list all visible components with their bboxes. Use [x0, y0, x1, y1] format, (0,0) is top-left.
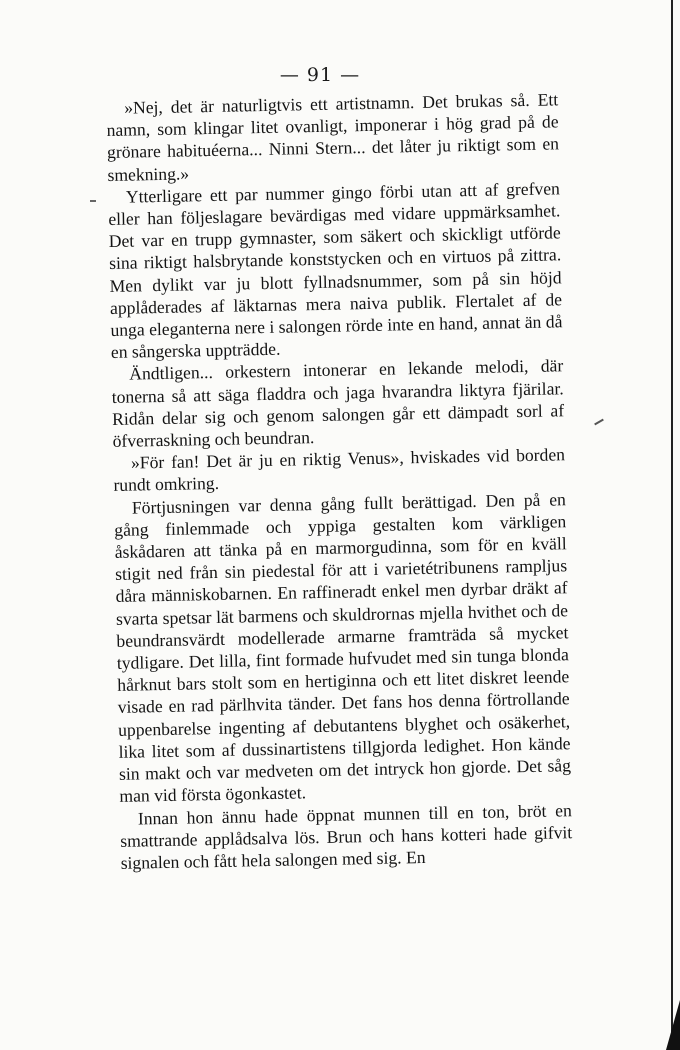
paragraph: Ändtligen... orkestern intonerar en lekande melodi, där tonerna så att säga fladdra och jaga hvarandra liktyra fjärilar. Ridån delar sig och genom salongen går ett dämpadt sorl af öfverraskning och beundran. [111, 355, 565, 451]
body-text [106, 88, 573, 874]
paragraph: Ytterligare ett par nummer gingo förbi utan att af grefven eller han följeslagare bevärdigas med vidare uppmärksamhet. Det var en trupp gymnaster, som säkert och skickligt utförde sina riktigt halsbrytande konststycken och en virtuos på zittra. Men dylikt var ju blott fyllnadsnummer, som på sin höjd applåderades af läktarnas mera naiva publik. Flertalet af de unga eleganterna nere i salongen rörde inte en hand, annat än då en sångerska uppträdde. [108, 178, 563, 363]
margin-ink-dot [90, 200, 96, 202]
paragraph: Förtjusningen var denna gång fullt berättigad. Den på en gång finlemmade och yppiga gestalten kom värkligen åskådaren att tänka på en marmorgudinna, som för en kväll stigit ned från sin piedestal för att i varietétribunens rampljus dåra människobarnen. En raffineradt enkel men dyrbar dräkt af svarta spetsar lät barmens och skuldrornas mjella hvithet och de beundransvärdt modellerade armarne framträda så mycket tydligare. Det lilla, fint formade hufvudet med sin tunga blonda hårknut bars stolt som en hertiginna och ett litet diskret leende visade en rad pärlhvita tänder. Det fans hos denna förtrollande uppenbarelse ingenting af debutantens blyghet och osäkerhet, lika litet som af dussinartistens tillgjorda ledighet. Hon kände sin makt och var medveten om det intryck hon gjorde. Det såg man vid första ögonkastet. [114, 488, 572, 807]
paragraph: Innan hon ännu hade öppnat munnen till en ton, bröt en smattrande applådsalva lös. Brun och hans kotteri hade gifvit signalen och fått hela salongen med sig. En [120, 799, 573, 873]
stray-ink-mark [594, 419, 604, 426]
paragraph: »För fan! Det är ju en riktig Venus», hviskades vid borden rundt omkring. [113, 444, 566, 496]
page-number: — 91 — [279, 64, 361, 86]
paragraph: »Nej, det är naturligtvis ett artistnamn. Det brukas så. Ett namn, som klingar litet ovanligt, imponerar i hög grad på de grönare habituéerna... Ninni Stern... det låter ju riktigt som en smekning.» [106, 89, 560, 185]
page-edge-line [671, 0, 673, 1050]
corner-mark [666, 1000, 680, 1050]
